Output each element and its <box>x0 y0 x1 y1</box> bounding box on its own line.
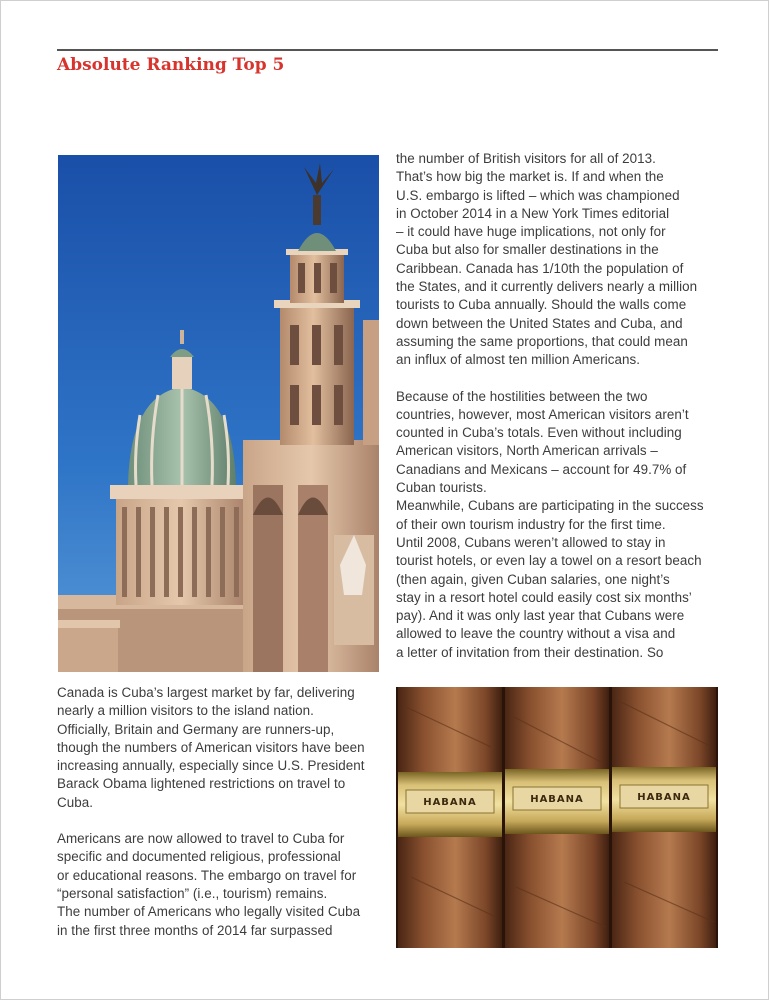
paragraph: Americans are now allowed to travel to Cuba for specific and documented religious, professional or educational reasons. The embargo on travel for “personal satisfaction” (i.e., tourism) remains. The number of Americans who legally visited Cuba in the first three months of 2014 far surpassed <box>57 831 361 938</box>
cigars-illustration <box>396 687 718 948</box>
top-rule <box>57 49 718 51</box>
paragraph: Meanwhile, Cubans are participating in the success of their own tourism industry for the first time. Until 2008, Cubans weren’t allowed to stay in tourist hotels, or even lay a towel on a resort beach (then again, given Cuban salaries, one night’s stay in a resort hotel could easily cost six months’ pay). And it was only last year that Cubans were allowed to leave the country without a visa and a letter of invitation from their destination. So <box>396 498 704 660</box>
left-column-text <box>57 684 372 940</box>
section-heading: Absolute Ranking Top 5 <box>57 55 285 75</box>
havana-architecture-illustration <box>58 155 379 672</box>
paragraph: Because of the hostilities between the two countries, however, most American visitors aren’t counted in Cuba’s totals. Even without including American visitors, North American arrivals – Canadians and Mexicans – account for 49.7% of Cuban tourists. <box>396 388 689 496</box>
cigar-band-label: HABANA <box>637 792 691 803</box>
paragraph: the number of British visitors for all of 2013. That’s how big the market is. If and when the U.S. embargo is lifted – which was championed in October 2014 in a New York Times editorial – it could have huge implications, not only for Cuba but also for smaller destinations in the Caribbean. Canada has 1/10th the population of the States, and it currently delivers nearly a million tourists to Cuba annually. Should the walls come down between the United States and Cuba, and assuming the same proportions, that could mean an influx of almost ten million Americans. <box>396 151 698 368</box>
havana-architecture-photo <box>58 155 379 672</box>
right-column-text <box>396 150 721 662</box>
paragraph: Canada is Cuba’s largest market by far, delivering nearly a million visitors to the island nation. Officially, Britain and Germany are runners-up, though the numbers of American visitors have been increasing annually, especially since U.S. President Barack Obama lightened restrictions on travel to Cuba. <box>57 685 365 810</box>
cigar-band-label: HABANA <box>530 794 584 805</box>
cigar-band-label: HABANA <box>423 797 477 808</box>
cuban-cigars-photo <box>396 687 718 948</box>
